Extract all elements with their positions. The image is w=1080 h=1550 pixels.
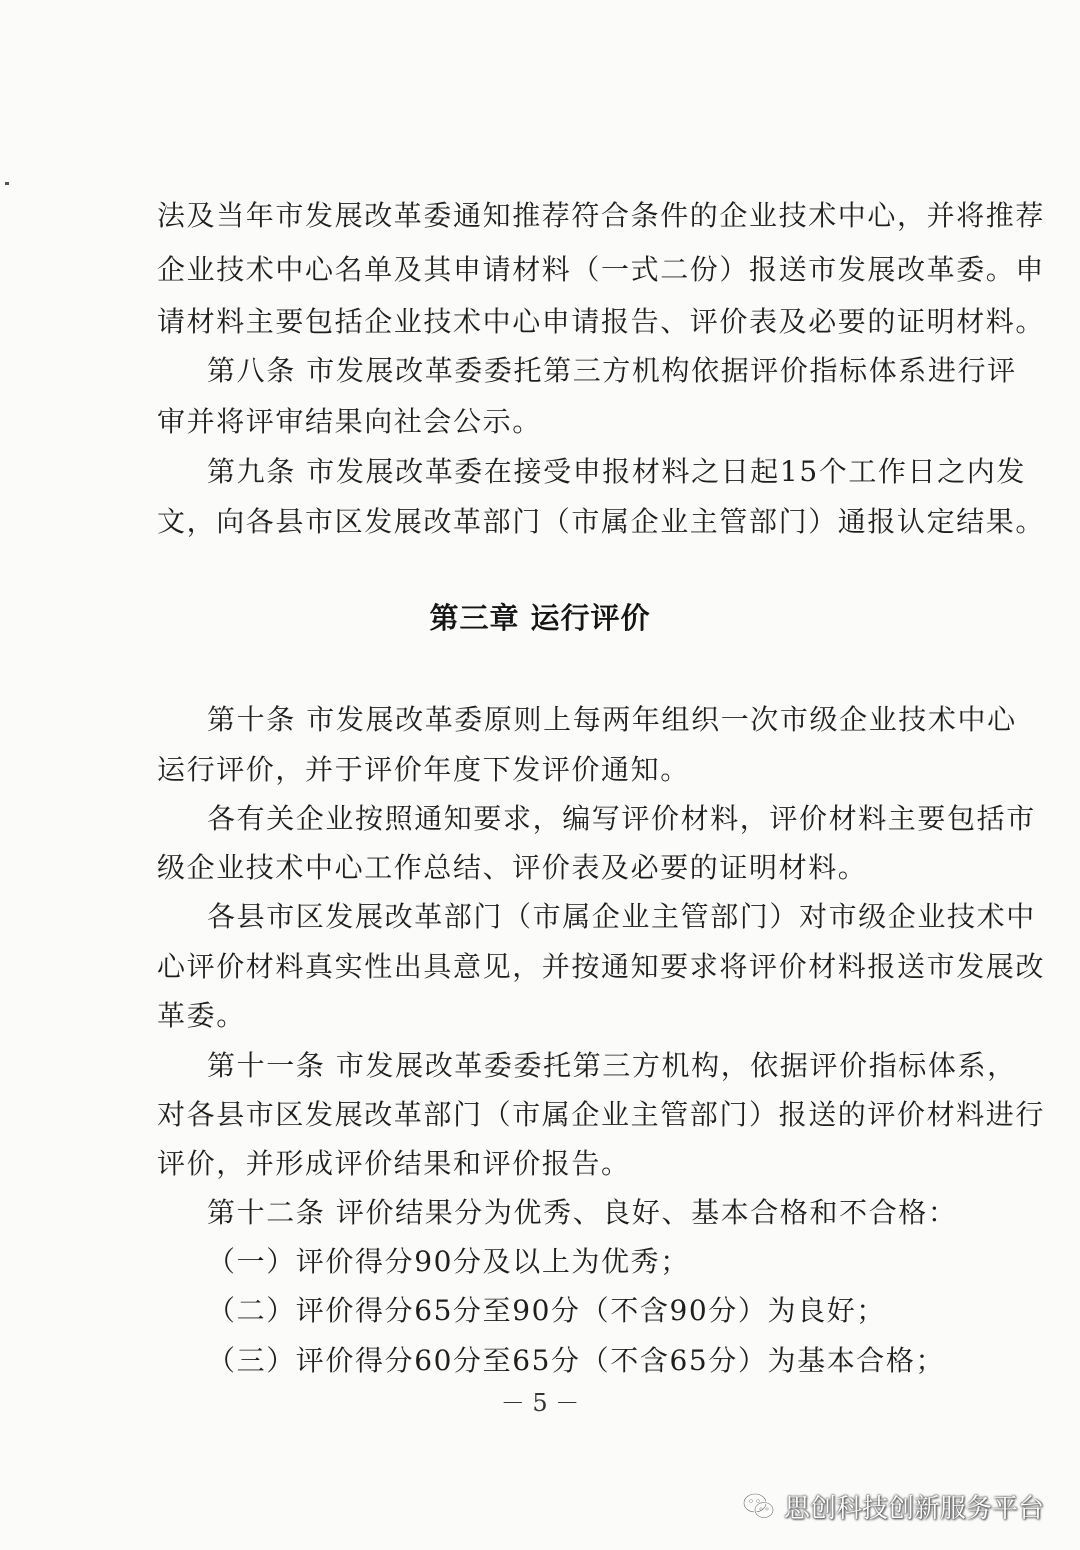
body-line: 评价，并形成评价结果和评价报告。	[157, 1147, 631, 1180]
body-line: （二）评价得分65分至90分（不含90分）为良好；	[207, 1294, 886, 1327]
body-line: 企业技术中心名单及其申请材料（一式二份）报送市发展改革委。申	[157, 253, 1046, 286]
body-line: 第九条 市发展改革委在接受申报材料之日起15个工作日之内发	[207, 455, 1026, 488]
body-line: 法及当年市发展改革委通知推荐符合条件的企业技术中心，并将推荐	[157, 199, 1046, 232]
body-line: 文，向各县市区发展改革部门（市属企业主管部门）通报认定结果。	[157, 505, 1046, 538]
body-line: 第十二条 评价结果分为优秀、良好、基本合格和不合格：	[207, 1196, 958, 1229]
body-line: 第八条 市发展改革委委托第三方机构依据评价指标体系进行评	[207, 354, 1017, 387]
watermark-text: 思创科技创新服务平台	[783, 1493, 1044, 1524]
body-line: 运行评价，并于评价年度下发评价通知。	[157, 753, 690, 786]
body-line: 心评价材料真实性出具意见，并按通知要求将评价材料报送市发展改	[157, 950, 1046, 983]
body-line: 革委。	[157, 999, 246, 1032]
body-line: 第十一条 市发展改革委委托第三方机构，依据评价指标体系，	[207, 1049, 1017, 1082]
body-line: （三）评价得分60分至65分（不含65分）为基本合格；	[207, 1344, 946, 1377]
body-line: （一）评价得分90分及以上为优秀；	[207, 1245, 690, 1278]
body-line: 请材料主要包括企业技术中心申请报告、评价表及必要的证明材料。	[157, 305, 1046, 338]
wechat-icon	[742, 1491, 776, 1521]
page-number: － 5 －	[500, 1389, 580, 1417]
body-line: 第十条 市发展改革委原则上每两年组织一次市级企业技术中心	[207, 703, 1017, 736]
watermark	[742, 1486, 1044, 1526]
body-line: 对各县市区发展改革部门（市属企业主管部门）报送的评价材料进行	[157, 1098, 1046, 1131]
body-line: 各有关企业按照通知要求，编写评价材料，评价材料主要包括市	[207, 802, 1036, 835]
scan-artifact	[5, 182, 9, 185]
chapter-heading: 第三章 运行评价	[429, 601, 651, 635]
body-line: 各县市区发展改革部门（市属企业主管部门）对市级企业技术中	[207, 900, 1036, 933]
body-line: 级企业技术中心工作总结、评价表及必要的证明材料。	[157, 851, 868, 884]
body-line: 审并将评审结果向社会公示。	[157, 405, 542, 438]
